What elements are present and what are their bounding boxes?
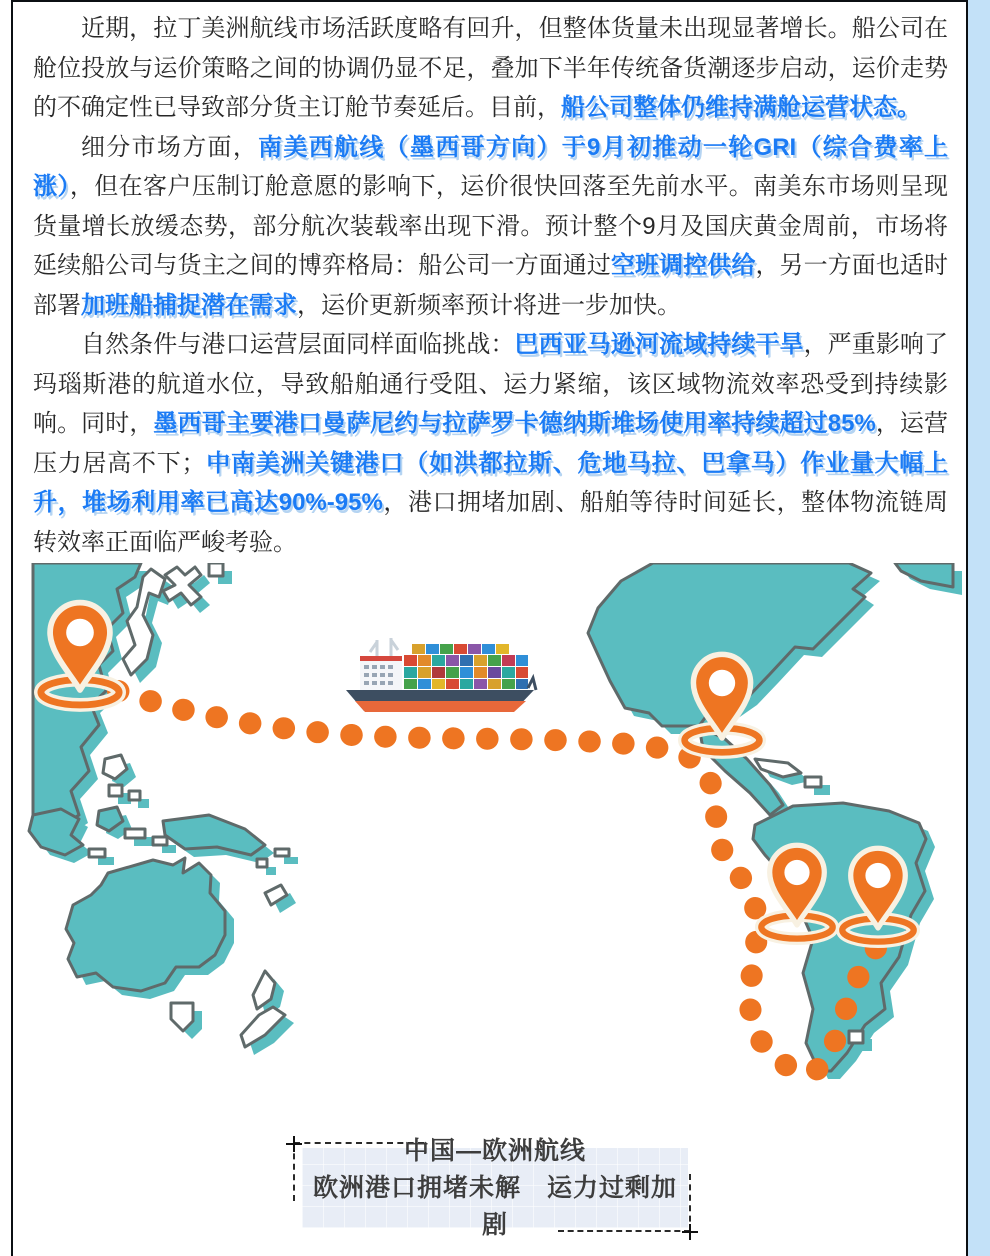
highlighted-text: 中南美洲关键港口（如洪都拉斯、危地马拉、巴拿马）作业量大幅上升，堆场利用率已高达90%-95% xyxy=(33,449,948,516)
body-text: ，运价更新频率预计将进一步加快。 xyxy=(297,291,681,319)
cargo-ship-illustration xyxy=(346,638,536,712)
article-page-frame xyxy=(11,0,968,1256)
continent-oceania xyxy=(29,807,289,1047)
highlighted-text: 空班调控供给 xyxy=(610,252,756,279)
section-title-card xyxy=(302,1136,688,1239)
page-right-margin-strip xyxy=(968,0,990,1256)
body-text: ，运营压力居高不下； xyxy=(33,410,949,477)
body-text: ，但在客户压制订舱意愿的影响下，运价很快回落至先前水平。南美东市场则呈现货量增长放缓态势，部分航次装载率出现下滑。预计整个9月及国庆黄金周前，市场将延续船公司与货主之间的博弈格局：船公司一方面通过 xyxy=(33,173,948,279)
ship-masts xyxy=(370,638,398,658)
paragraph xyxy=(33,9,948,128)
paragraph xyxy=(33,325,948,562)
body-text: 细分市场方面， xyxy=(81,133,259,161)
highlighted-text: 墨西哥主要港口曼萨尼约与拉萨罗卡德纳斯堆场使用率持续超过85% xyxy=(153,410,876,437)
highlighted-text: 加班船捕捉潜在需求 xyxy=(81,291,297,319)
world-map-illustration xyxy=(13,563,964,1142)
ship-waterline xyxy=(355,701,526,712)
highlighted-text: 巴西亚马逊河流域持续干旱 xyxy=(514,331,804,358)
trim-mark-top-left-cross xyxy=(286,1136,302,1152)
highlighted-text: 南美西航线（墨西哥方向）于9月初推动一轮GRI（综合费率上涨） xyxy=(33,133,949,200)
body-text: 近期，拉丁美洲航线市场活跃度略有回升，但整体货量未出现显著增长。船公司在舱位投放与运价策略之间的协调仍显不足，叠加下半年传统备货潮逐步启动，运价走势的不确定性已导致部分货主订舱节奏延后。目前， xyxy=(33,15,948,121)
ship-containers xyxy=(404,644,528,689)
section-title-line2: 欧洲港口拥堵未解 运力过剩加剧 xyxy=(312,1173,677,1239)
body-text: ，港口拥堵加剧、船舶等待时间延长，整体物流链周转效率正面临严峻考验。 xyxy=(33,489,949,556)
ship-bridge-stripe xyxy=(360,656,402,661)
body-text: ，严重影响了玛瑙斯港的航道水位，导致船舶通行受阻、运力紧缩，该区域物流效率恐受到持续影响。同时， xyxy=(33,331,949,437)
section-title-line1: 中国—欧洲航线 xyxy=(403,1136,586,1165)
article xyxy=(13,2,966,562)
body-text: ，另一方面也适时部署 xyxy=(33,252,949,319)
highlighted-text: 船公司整体仍维持满舱运营状态。 xyxy=(561,94,921,121)
ship-bow-mast xyxy=(528,678,536,690)
paragraph xyxy=(33,128,948,326)
body-text: 自然条件与港口运营层面同样面临挑战： xyxy=(81,331,515,358)
